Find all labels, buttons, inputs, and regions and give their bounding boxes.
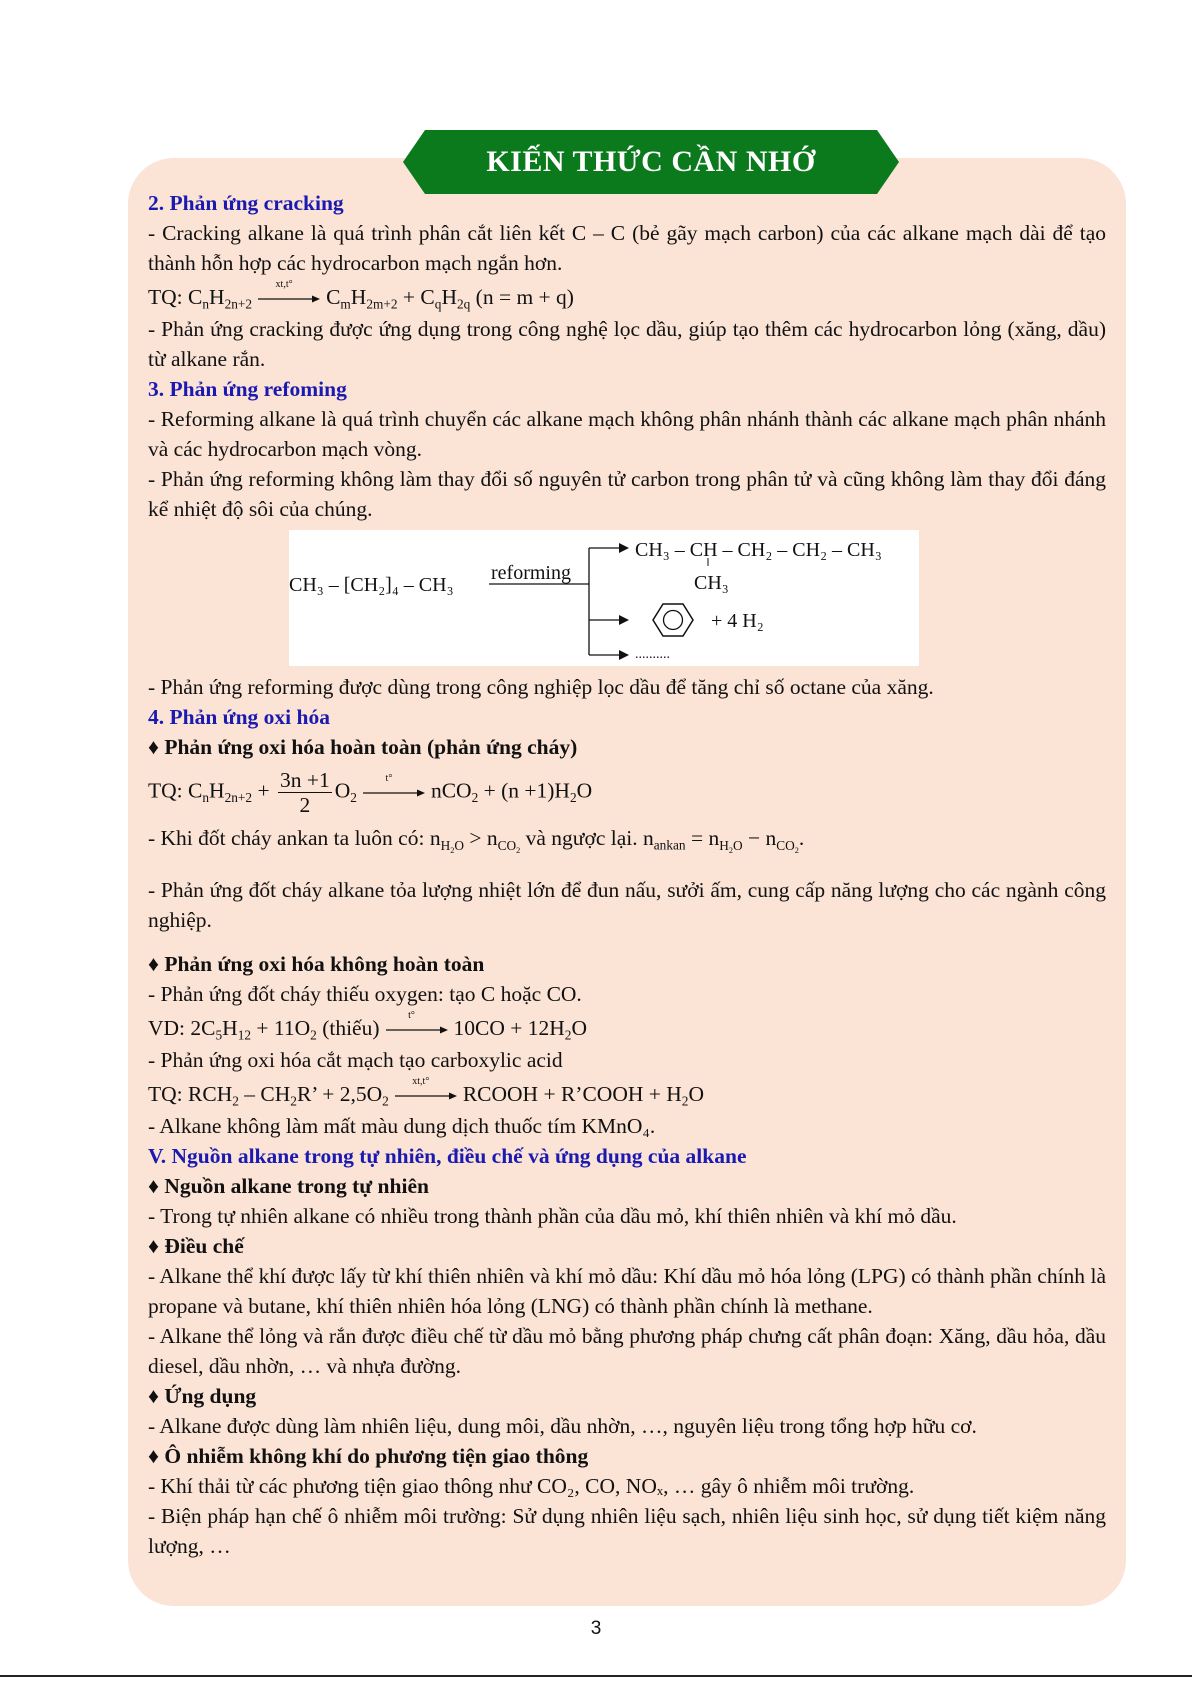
natural-source-title: ♦ Nguồn alkane trong tự nhiên <box>148 1174 429 1198</box>
product-branch: CH₃ <box>694 572 729 594</box>
pollution-cause: - Khí thải từ các phương tiện giao thông như CO₂, CO, NOₓ, … gây ô nhiễm môi trường. <box>148 1474 915 1498</box>
cleavage-formula: TQ: $RCH_2 - CH_2R$’ + $2,5O_2$ xt,t° RCOOH + R’COOH + $H_2O$ <box>148 1076 704 1109</box>
heading-reforming: 3. Phản ứng refoming <box>148 377 347 401</box>
main-content <box>148 188 1106 1561</box>
preparation-title: ♦ Điều chế <box>148 1234 244 1258</box>
reforming-definition: - Reforming alkane là quá trình chuyển các alkane mạch không phân nhánh thành các alkane mạch phân nhánh và các hydrocarbon mạch vòng. <box>148 407 1106 461</box>
reforming-arrow-label: reforming <box>491 562 571 584</box>
cracking-formula: TQ: $C_nH_{2n+2}$ xt,t° $C_mH_{2m+2} + C_qH_{2q}$ (n = m + q) <box>148 279 574 312</box>
natural-source-text: - Trong tự nhiên alkane có nhiều trong thành phần của dầu mỏ, khí thiên nhiên và khí mỏ dầu. <box>148 1204 957 1228</box>
reforming-diagram <box>289 530 919 666</box>
chain-cleavage: - Phản ứng oxi hóa cắt mạch tạo carboxylic acid <box>148 1048 563 1072</box>
page-number: 3 <box>590 1618 602 1639</box>
combustion-application: - Phản ứng đốt cháy alkane tỏa lượng nhiệt lớn để đun nấu, sưởi ấm, cung cấp năng lượng cho các ngành công nghiệp. <box>148 878 1106 932</box>
benzene-ring-icon <box>653 604 693 636</box>
heading-sources: V. Nguồn alkane trong tự nhiên, điều chế và ứng dụng của alkane <box>148 1144 747 1168</box>
complete-oxidation-title: ♦ Phản ứng oxi hóa hoàn toàn (phản ứng cháy) <box>148 735 578 759</box>
applications-text: - Alkane được dùng làm nhiên liệu, dung môi, dầu nhờn, …, nguyên liệu trong tổng hợp hữu cơ. <box>148 1414 977 1438</box>
reaction-arrow: xt,t° <box>395 1086 457 1106</box>
preparation-gas: - Alkane thể khí được lấy từ khí thiên nhiên và khí mỏ dầu: Khí dầu mỏ hóa lỏng (LPG) có thành phần chính là propane và butane, khí thiên nhiên hóa lỏng (LNG) có thành phần chính là methane. <box>148 1264 1106 1318</box>
incomplete-combustion: - Phản ứng đốt cháy thiếu oxygen: tạo C hoặc CO. <box>148 982 582 1006</box>
reforming-application: - Phản ứng reforming được dùng trong công nghiệp lọc dầu để tăng chỉ số octane của xăng. <box>148 675 934 699</box>
product-isomer: CH₃ – CH – CH₂ – CH₂ – CH₃ <box>635 539 882 561</box>
product-hydrogen: + 4 H₂ <box>711 610 764 632</box>
section-banner <box>403 130 899 194</box>
heading-oxidation: 4. Phản ứng oxi hóa <box>148 705 330 729</box>
reaction-arrow: t° <box>386 1020 448 1040</box>
reactant-formula: CH₃ – [CH₂]₄ – CH₃ <box>289 574 454 596</box>
product-others: .......... <box>635 647 670 662</box>
heading-cracking: 2. Phản ứng cracking <box>148 191 344 215</box>
kmno4-note: - Alkane không làm mất màu dung dịch thuốc tím KMnO₄. <box>148 1114 656 1138</box>
preparation-liquid: - Alkane thể lỏng và rắn được điều chế từ dầu mỏ bằng phương pháp chưng cất phân đoạn: Xăng, dầu hỏa, dầu diesel, dầu nhờn, … và nhựa đường. <box>148 1324 1106 1378</box>
footer-divider <box>0 1675 1192 1677</box>
cracking-definition: - Cracking alkane là quá trình phân cắt liên kết C – C (bẻ gãy mạch carbon) của các alkane mạch dài để tạo thành hỗn hợp các hydrocarbon mạch ngắn hơn. <box>148 221 1106 275</box>
reaction-arrow: t° <box>363 783 425 803</box>
cracking-application: - Phản ứng cracking được ứng dụng trong công nghệ lọc dầu, giúp tạo thêm các hydrocarbon lỏng (xăng, dầu) từ alkane rắn. <box>148 317 1106 371</box>
banner-title: KIẾN THỨC CẦN NHỚ <box>486 145 816 178</box>
pollution-measures: - Biện pháp hạn chế ô nhiễm môi trường: Sử dụng nhiên liệu sạch, nhiên liệu sinh học, sử dụng tiết kiệm năng lượng, … <box>148 1504 1106 1558</box>
coefficient-fraction: $\frac{3n +1}{2}$ <box>279 768 330 817</box>
reforming-property: - Phản ứng reforming không làm thay đổi số nguyên tử carbon trong phân tử và cũng không làm thay đổi đáng kể nhiệt độ sôi của chúng. <box>148 467 1106 521</box>
reaction-arrow: xt,t° <box>258 289 320 309</box>
combustion-relation: - Khi đốt cháy ankan ta luôn có: $n_{H_2O} > n_{CO_2}$ và ngược lại. $n_{ankan} = n_{H_2O} - n_{CO_2}$. <box>148 826 805 855</box>
combustion-formula: TQ: $C_nH_{2n+2}$ + $\frac{3n +1}{2}$ $O_2$ t° $nCO_2 + (n +1)H_2O$ <box>148 768 593 817</box>
incomplete-oxidation-title: ♦ Phản ứng oxi hóa không hoàn toàn <box>148 952 485 976</box>
pollution-title: ♦ Ô nhiễm không khí do phương tiện giao thông <box>148 1444 589 1468</box>
example-formula: VD: $2C_5H_{12} + 11O_2$ (thiếu) t° $10CO + 12H_2O$ <box>148 1010 587 1043</box>
applications-title: ♦ Ứng dụng <box>148 1384 257 1408</box>
